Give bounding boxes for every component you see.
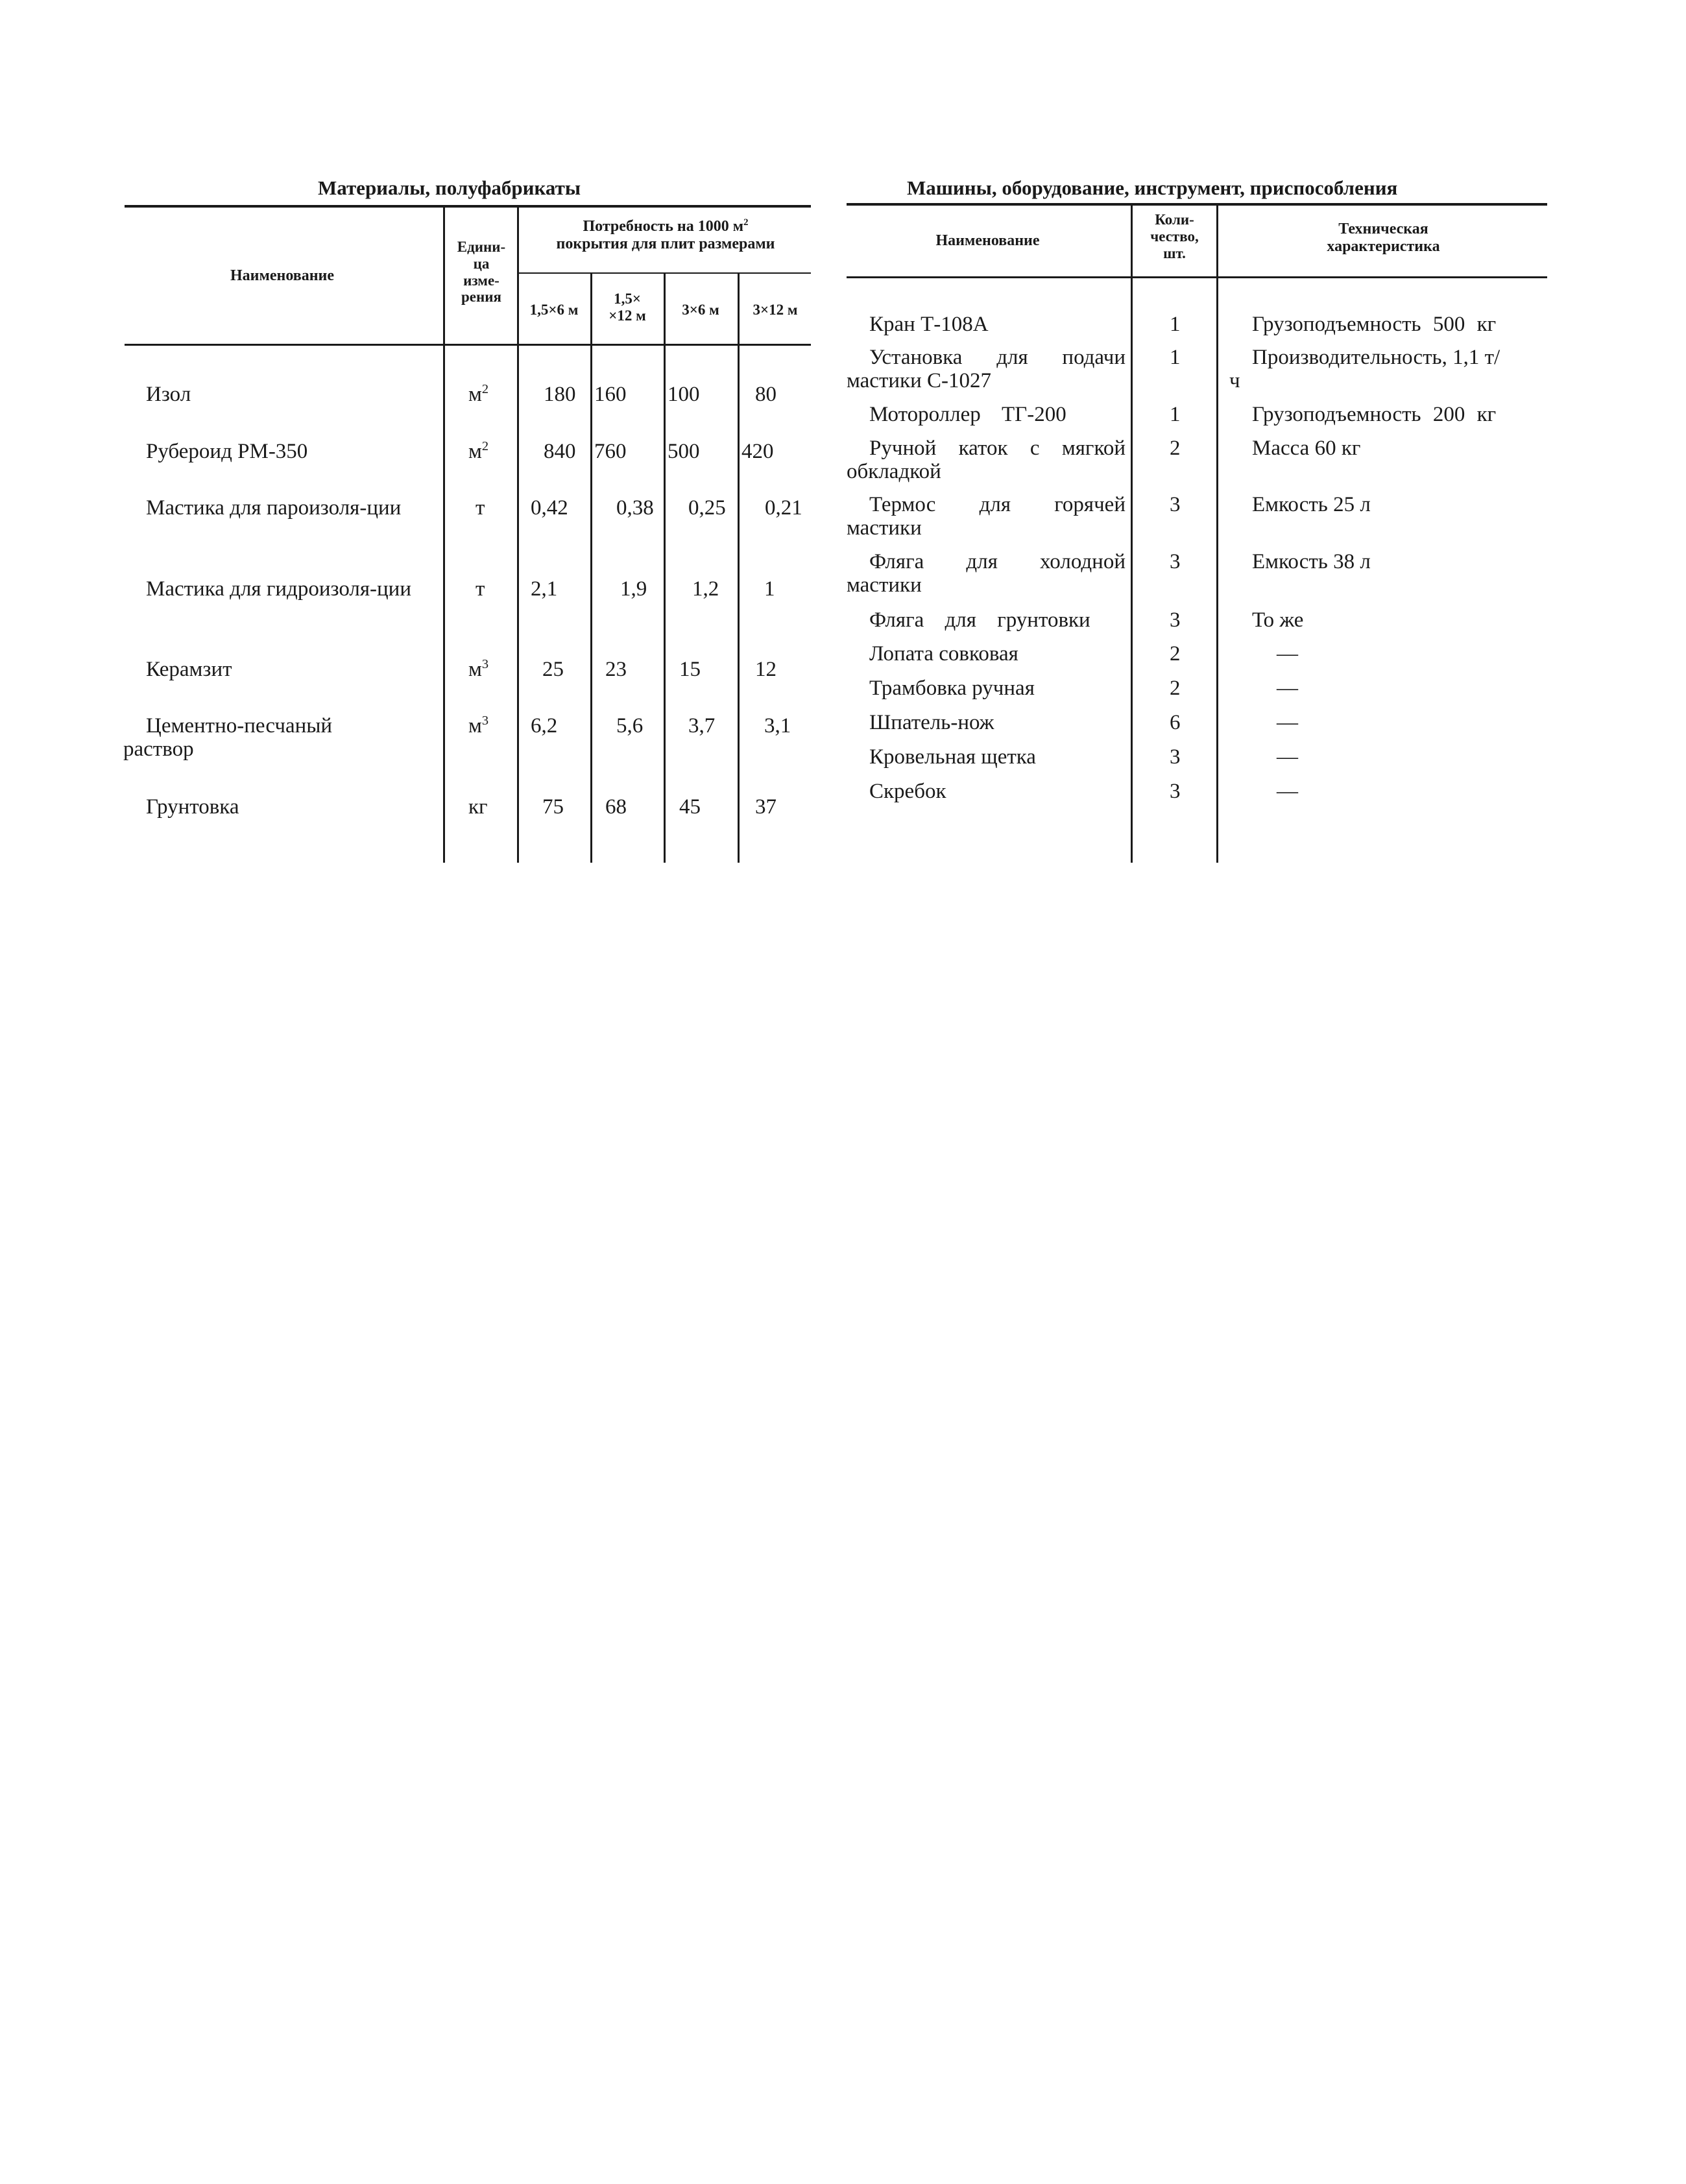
machine-tech: —: [1277, 780, 1298, 803]
machine-tech: —: [1277, 677, 1298, 700]
material-value: 68: [605, 795, 627, 819]
material-value: 12: [755, 658, 777, 681]
material-value: 100: [668, 383, 700, 406]
material-name: Мастика для пароизоля-ции: [146, 496, 402, 520]
materials-top-rule: [125, 205, 811, 208]
materials-header-unit: Едини- ца изме- рения: [457, 239, 506, 306]
machine-name: Кран Т-108А: [869, 313, 989, 336]
machines-header-tech: Техническая характеристика: [1327, 221, 1440, 255]
machine-name: Кровельная щетка: [869, 745, 1036, 769]
material-unit: $м^3$: [468, 657, 489, 681]
materials-header-size-2: 1,5× ×12 м: [608, 291, 646, 324]
material-value: 0,25: [688, 496, 726, 520]
machine-name: Фляга для холодной мастики: [847, 550, 1126, 597]
material-value: 3,1: [764, 714, 791, 738]
machine-name: Ручной каток с мягкой обкладкой: [847, 437, 1126, 484]
machine-tech: Емкость 38 л: [1252, 550, 1371, 573]
material-value: 420: [741, 440, 774, 463]
materials-title: Материалы, полуфабрикаты: [318, 176, 581, 199]
material-value: 37: [755, 795, 777, 819]
material-unit: кг: [468, 795, 488, 819]
material-unit: $м^2$: [468, 439, 489, 463]
material-name: Керамзит: [146, 658, 232, 681]
material-value: 45: [679, 795, 701, 819]
machine-qty: 1: [1170, 403, 1181, 426]
materials-col-divider: [738, 273, 740, 863]
machines-header-name: Наименование: [935, 232, 1040, 249]
material-name: Изол: [146, 383, 191, 406]
machine-qty: 3: [1170, 780, 1181, 803]
material-value: 80: [755, 383, 777, 406]
materials-col-divider: [590, 273, 592, 863]
machine-qty: 1: [1170, 346, 1181, 369]
machine-tech: Масса 60 кг: [1252, 437, 1361, 460]
material-value: 0,38: [616, 496, 654, 520]
machine-name: Мотороллер ТГ-200: [869, 403, 1066, 426]
machine-name: Лопата совковая: [869, 642, 1018, 666]
machines-col-divider: [1216, 204, 1218, 863]
machine-qty: 3: [1170, 550, 1181, 573]
material-value: 2,1: [531, 577, 558, 601]
machine-qty: 1: [1170, 313, 1181, 336]
material-value: 1: [764, 577, 775, 601]
material-value: 75: [542, 795, 564, 819]
machine-qty: 2: [1170, 437, 1181, 460]
machines-col-divider: [1131, 204, 1133, 863]
machines-title: Машины, оборудование, инструмент, приспособления: [907, 176, 1398, 199]
material-unit: т: [476, 496, 485, 520]
machine-tech: Грузоподъемность 500 кг: [1252, 313, 1497, 336]
machine-qty: 3: [1170, 608, 1181, 632]
material-name: Грунтовка: [146, 795, 239, 819]
materials-header-need: Потребность на 1000 $м^2$ покрытия для плит размерами: [556, 217, 775, 252]
material-name: Мастика для гидроизоля-ции: [146, 577, 412, 601]
material-value: 23: [605, 658, 627, 681]
materials-header-size-3: 3×6 м: [682, 302, 719, 318]
machine-tech: —: [1277, 711, 1298, 734]
materials-header-size-1: 1,5×6 м: [529, 302, 579, 318]
machine-tech: Производительность, 1,1 т/ч: [1229, 346, 1500, 393]
machine-name: Скребок: [869, 780, 946, 803]
machine-qty: 3: [1170, 493, 1181, 516]
materials-header-rule: [125, 344, 811, 346]
machine-tech: Емкость 25 л: [1252, 493, 1371, 516]
machine-tech: То же: [1252, 608, 1304, 632]
machine-name: Трамбовка ручная: [869, 677, 1035, 700]
materials-col-divider: [443, 206, 445, 863]
material-value: 15: [679, 658, 701, 681]
material-value: 840: [544, 440, 576, 463]
materials-header-name: Наименование: [230, 267, 334, 284]
machine-qty: 2: [1170, 677, 1181, 700]
material-value: 160: [594, 383, 627, 406]
material-value: 760: [594, 440, 627, 463]
machine-qty: 6: [1170, 711, 1181, 734]
material-name: Цементно-песчаный раствор: [123, 714, 333, 762]
materials-col-divider: [664, 273, 666, 863]
material-value: 0,21: [765, 496, 802, 520]
machines-header-qty: Коли- чество, шт.: [1150, 211, 1199, 261]
material-value: 1,2: [692, 577, 719, 601]
material-value: 0,42: [531, 496, 568, 520]
material-unit: $м^3$: [468, 714, 489, 738]
machine-name: Фляга для грунтовки: [869, 608, 1090, 632]
machine-tech: —: [1277, 642, 1298, 666]
machine-tech: Грузоподъемность 200 кг: [1252, 403, 1497, 426]
machine-qty: 2: [1170, 642, 1181, 666]
material-value: 1,9: [620, 577, 647, 601]
machine-tech: —: [1277, 745, 1298, 769]
machine-name: Термос для горячей мастики: [847, 493, 1126, 540]
material-value: 25: [542, 658, 564, 681]
machines-header-rule: [847, 276, 1547, 278]
machine-name: Установка для подачи мастики С-1027: [847, 346, 1126, 393]
material-value: 6,2: [531, 714, 558, 738]
material-unit: т: [476, 577, 485, 601]
machine-qty: 3: [1170, 745, 1181, 769]
machines-top-rule: [847, 203, 1547, 206]
material-name: Рубероид РМ-350: [146, 440, 308, 463]
material-unit: $м^2$: [468, 382, 489, 406]
material-value: 3,7: [688, 714, 716, 738]
material-value: 180: [544, 383, 576, 406]
material-value: 500: [668, 440, 700, 463]
materials-header-size-4: 3×12 м: [753, 302, 798, 318]
material-value: 5,6: [616, 714, 644, 738]
machine-name: Шпатель-нож: [869, 711, 994, 734]
